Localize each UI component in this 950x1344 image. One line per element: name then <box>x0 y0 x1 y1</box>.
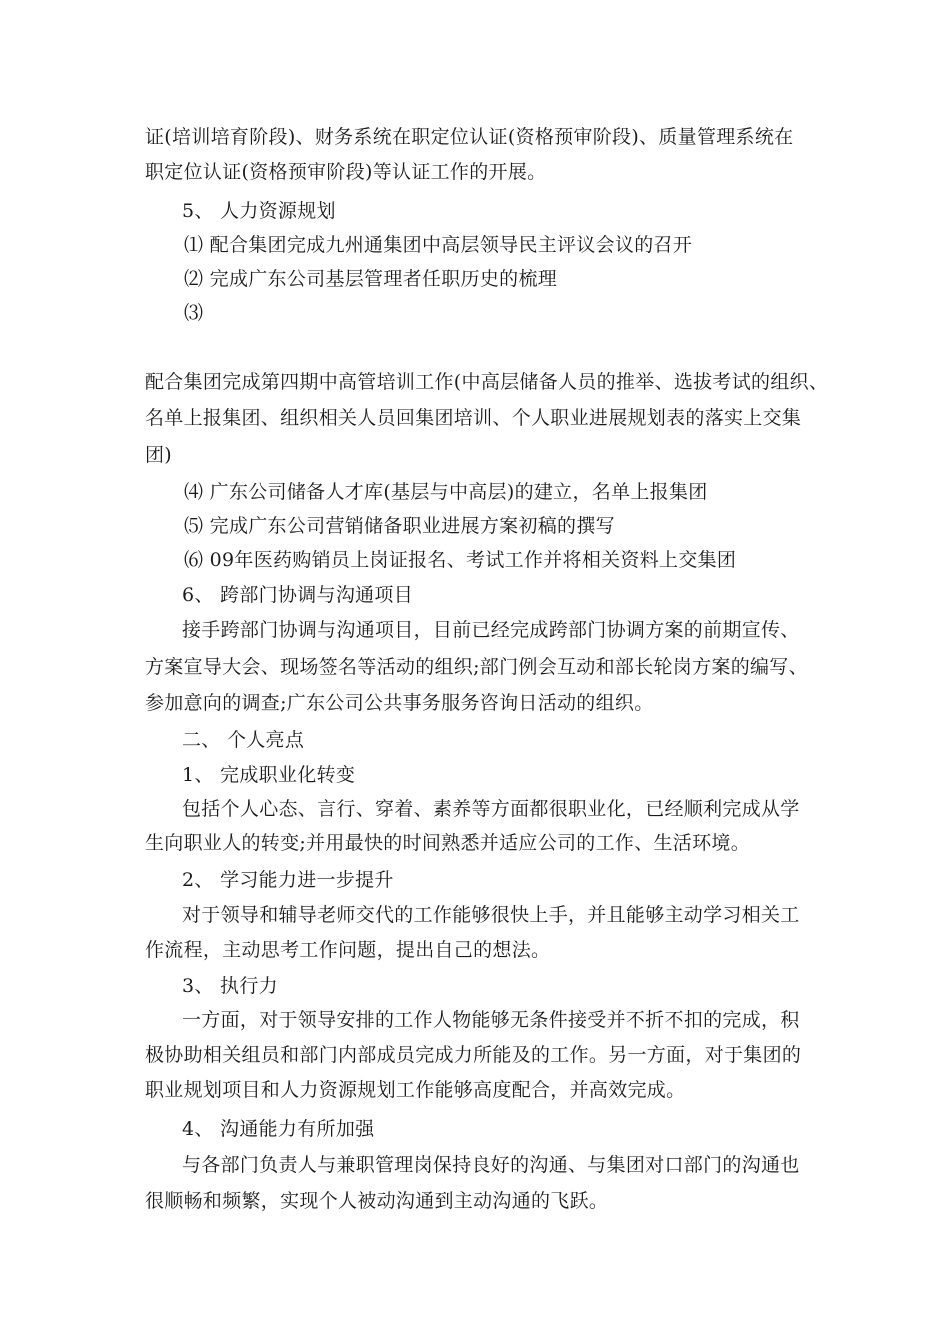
text-line: 参加意向的调查;广东公司公共事务服务咨询日活动的组织。 <box>145 692 654 714</box>
section-heading: 5、 人力资源规划 <box>182 200 336 222</box>
list-item: ⑴ 配合集团完成九州通集团中高层领导民主评议会议的召开 <box>184 234 693 256</box>
text-line: 与各部门负责人与兼职管理岗保持良好的沟通、与集团对口部门的沟通也 <box>182 1154 800 1176</box>
text-line: 很顺畅和频繁，实现个人被动沟通到主动沟通的飞跃。 <box>145 1190 609 1212</box>
text-line: 职定位认证(资格预审阶段)等认证工作的开展。 <box>145 161 547 183</box>
section-heading: 4、 沟通能力有所加强 <box>182 1118 375 1140</box>
text-line: 极协助相关组员和部门内部成员完成力所能及的工作。另一方面，对于集团的 <box>145 1044 802 1066</box>
section-heading: 3、 执行力 <box>182 975 278 997</box>
text-line: 名单上报集团、组织相关人员回集团培训、个人职业进展规划表的落实上交集 <box>145 407 802 429</box>
list-item: ⑷ 广东公司储备人才库(基层与中高层)的建立，名单上报集团 <box>184 481 708 503</box>
section-heading: 1、 完成职业化转变 <box>182 764 356 786</box>
text-line: 方案宣导大会、现场签名等活动的组织;部门例会互动和部长轮岗方案的编写、 <box>145 656 808 678</box>
text-line: 包括个人心态、言行、穿着、素养等方面都很职业化，已经顺利完成从学 <box>182 798 800 820</box>
list-item: ⑵ 完成广东公司基层管理者任职历史的梳理 <box>184 268 558 290</box>
section-heading: 2、 学习能力进一步提升 <box>182 869 394 891</box>
text-line: 配合集团完成第四期中高管培训工作(中高层储备人员的推举、选拔考试的组织、 <box>145 371 829 393</box>
list-item: ⑶ <box>184 302 204 324</box>
text-line: 职业规划项目和人力资源规划工作能够高度配合，并高效完成。 <box>145 1079 686 1101</box>
text-line: 团) <box>145 444 173 466</box>
text-line: 对于领导和辅导老师交代的工作能够很快上手，并且能够主动学习相关工 <box>182 904 800 926</box>
text-line: 接手跨部门协调与沟通项目，目前已经完成跨部门协调方案的前期宣传、 <box>182 619 800 641</box>
list-item: ⑹ 09年医药购销员上岗证报名、考试工作并将相关资料上交集团 <box>184 549 737 571</box>
section-heading: 二、 个人亮点 <box>182 729 305 751</box>
text-line: 生向职业人的转变;并用最快的时间熟悉并适应公司的工作、生活环境。 <box>145 832 751 854</box>
list-item: ⑸ 完成广东公司营销储备职业进展方案初稿的撰写 <box>184 515 615 537</box>
text-line: 证(培训培育阶段)、财务系统在职定位认证(资格预审阶段)、质量管理系统在 <box>145 126 794 148</box>
section-heading: 6、 跨部门协调与沟通项目 <box>182 584 414 606</box>
text-line: 一方面，对于领导安排的工作人物能够无条件接受并不折不扣的完成，积 <box>182 1009 800 1031</box>
text-line: 作流程，主动思考工作问题，提出自己的想法。 <box>145 939 551 961</box>
